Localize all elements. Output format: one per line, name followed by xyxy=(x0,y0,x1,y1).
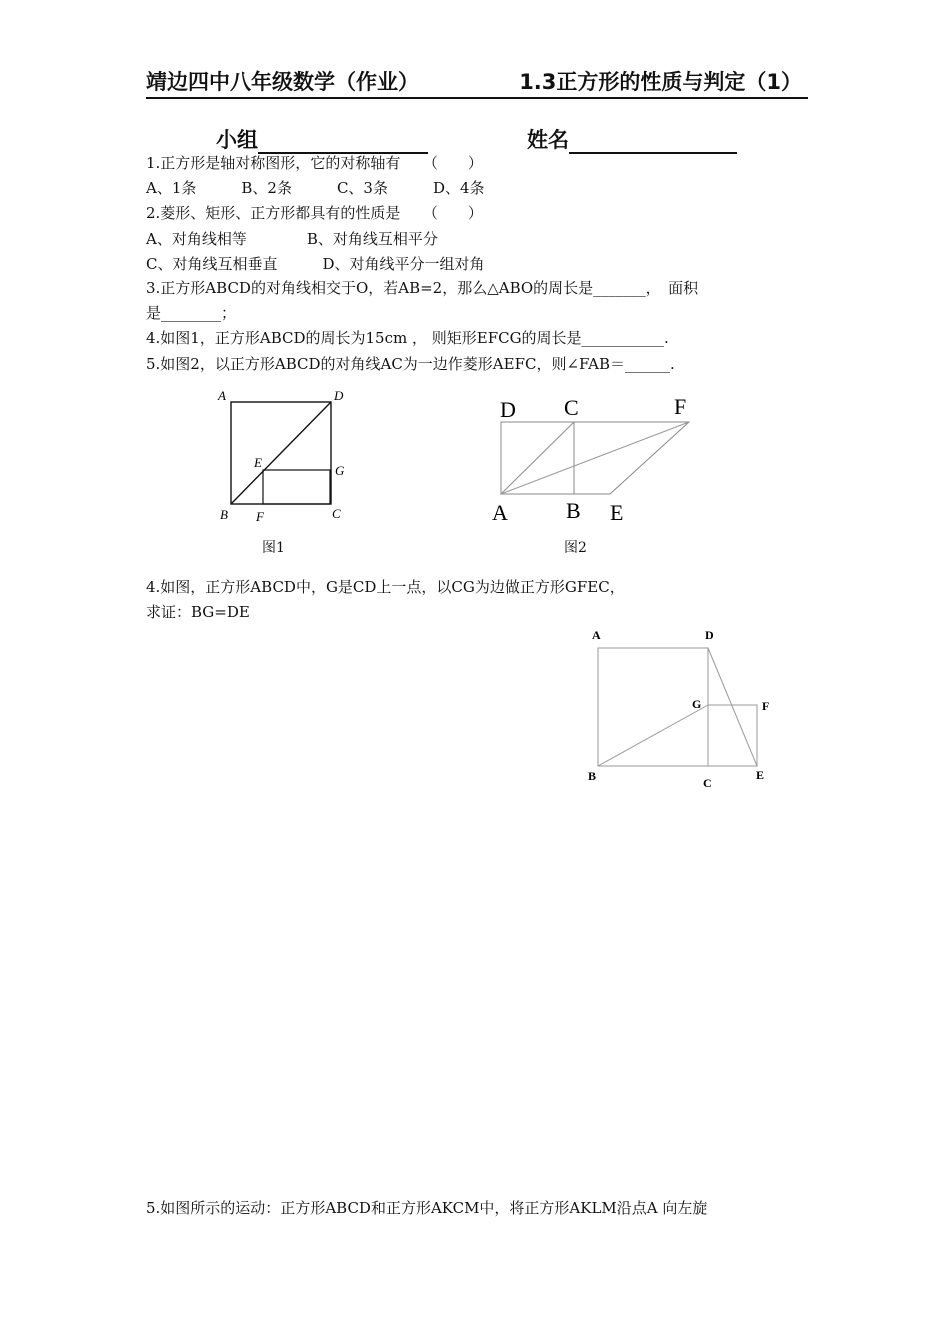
title-left: 靖边四中八年级数学（作业） xyxy=(146,70,419,94)
title-right: 1.3正方形的性质与判定（1） xyxy=(519,70,802,94)
footer-question: 5.如图所示的运动：正方形ABCD和正方形AKCM中，将正方形AKLM沿点A 向左旋 xyxy=(146,1199,708,1217)
fig3-segment-de xyxy=(708,648,757,766)
name-field[interactable] xyxy=(527,124,737,154)
fig1-label-b: B xyxy=(220,507,228,522)
fig2-label-a: A xyxy=(492,500,508,525)
fig2-diagonal-ac xyxy=(501,422,574,494)
group-blank[interactable] xyxy=(258,130,428,154)
fig3-label-c: C xyxy=(703,776,712,790)
q2-options-row2: C、对角线互相垂直 D、对角线平分一组对角 xyxy=(146,255,485,273)
q3-line2: 是________； xyxy=(146,304,237,322)
group-field[interactable] xyxy=(216,124,428,154)
fig3-label-e: E xyxy=(756,768,765,782)
figure-1 xyxy=(212,386,352,526)
fig3-segment-bg xyxy=(598,705,708,766)
fig2-label-c: C xyxy=(564,395,579,420)
name-blank[interactable] xyxy=(569,130,737,154)
fig2-label-f: F xyxy=(674,394,687,419)
q4-text: 4.如图1，正方形ABCD的周长为15cm ， 则矩形EFCG的周长是___________. xyxy=(146,329,669,347)
fig3-label-b: B xyxy=(588,769,597,783)
fig1-label-f: F xyxy=(256,509,264,524)
proof-line1: 4.如图，正方形ABCD中，G是CD上一点，以CG为边做正方形GFEC， xyxy=(146,578,625,596)
fig2-diagonal-af xyxy=(501,422,689,494)
figure-2 xyxy=(488,392,700,528)
fig2-caption: 图2 xyxy=(564,540,587,556)
fig3-label-a: A xyxy=(592,628,601,642)
proof-line2: 求证：BG=DE xyxy=(146,603,250,621)
fig3-square-gfec xyxy=(708,705,757,766)
fig1-label-a: A xyxy=(218,388,226,403)
fig1-rect-efcg xyxy=(263,470,330,504)
q3-line1: 3.正方形ABCD的对角线相交于O，若AB=2，那么△ABO的周长是_______， 面积 xyxy=(146,279,699,297)
fig2-label-e: E xyxy=(610,500,624,525)
page-title xyxy=(146,66,808,99)
fig1-label-g: G xyxy=(335,463,345,478)
fig3-label-f: F xyxy=(762,699,770,713)
name-label: 姓名 xyxy=(527,128,569,152)
fig1-label-c: C xyxy=(332,506,341,521)
fig2-label-d: D xyxy=(500,397,516,422)
fig1-label-d: D xyxy=(334,388,344,403)
fig1-diagonal-bd xyxy=(231,402,331,504)
group-label: 小组 xyxy=(216,128,258,152)
fig1-caption: 图1 xyxy=(262,540,285,556)
q1-stem: 1.正方形是轴对称图形，它的对称轴有 （ ） xyxy=(146,154,483,172)
q5-text: 5.如图2，以正方形ABCD的对角线AC为一边作菱形AEFC，则∠FAB＝______. xyxy=(146,355,675,373)
fig2-label-b: B xyxy=(566,498,581,523)
figure-3 xyxy=(586,624,776,794)
fig3-label-d: D xyxy=(705,628,714,642)
fig1-label-e: E xyxy=(254,455,262,470)
q2-stem: 2.菱形、矩形、正方形都具有的性质是 （ ） xyxy=(146,204,483,222)
fig3-label-g: G xyxy=(692,697,702,711)
q1-options: A、1条 B、2条 C、3条 D、4条 xyxy=(146,179,485,197)
q2-options-row1: A、对角线相等 B、对角线互相平分 xyxy=(146,230,438,248)
